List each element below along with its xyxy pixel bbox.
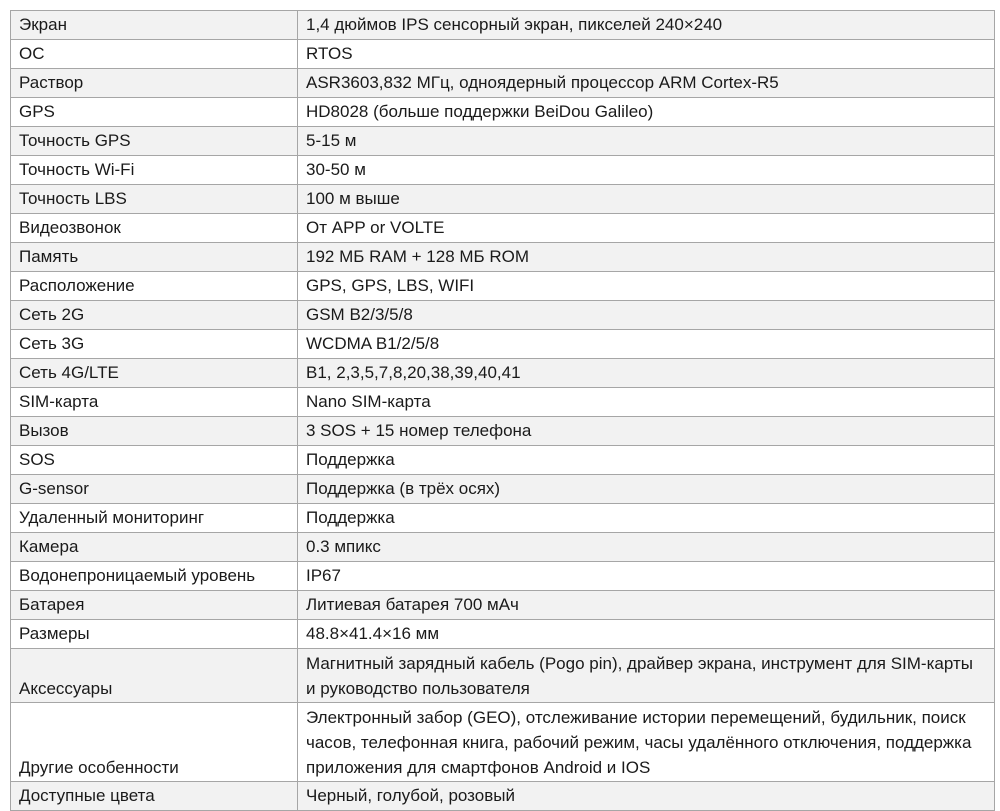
spec-label: Расположение [11, 272, 298, 301]
spec-row-3g [11, 330, 995, 359]
spec-value: IP67 [298, 562, 995, 591]
spec-row-4g [11, 359, 995, 388]
spec-label: Раствор [11, 69, 298, 98]
spec-value: Поддержка [298, 446, 995, 475]
spec-value: Поддержка (в трёх осях) [298, 475, 995, 504]
spec-label: Вызов [11, 417, 298, 446]
spec-label: SOS [11, 446, 298, 475]
spec-label: ОС [11, 40, 298, 69]
spec-row-call [11, 417, 995, 446]
spec-label: Доступные цвета [11, 782, 298, 811]
spec-label: SIM-карта [11, 388, 298, 417]
spec-value: 30-50 м [298, 156, 995, 185]
spec-row-battery [11, 591, 995, 620]
spec-value: 192 МБ RAM + 128 МБ ROM [298, 243, 995, 272]
spec-value: GPS, GPS, LBS, WIFI [298, 272, 995, 301]
spec-label: Точность Wi-Fi [11, 156, 298, 185]
spec-label: Батарея [11, 591, 298, 620]
spec-label: Сеть 3G [11, 330, 298, 359]
spec-value: Магнитный зарядный кабель (Pogo pin), драйвер экрана, инструмент для SIM-карты и руководство пользователя [298, 649, 995, 703]
spec-row-lbs-accuracy [11, 185, 995, 214]
spec-label: GPS [11, 98, 298, 127]
spec-value: Электронный забор (GEO), отслеживание истории перемещений, будильник, поиск часов, телефонная книга, рабочий режим, часы удалённого отключения, поддержка приложения для смартфонов Android и IOS [298, 703, 995, 782]
spec-row-waterproof [11, 562, 995, 591]
spec-value: 3 SOS + 15 номер телефона [298, 417, 995, 446]
spec-value: Литиевая батарея 700 мАч [298, 591, 995, 620]
spec-value: GSM B2/3/5/8 [298, 301, 995, 330]
spec-row-sim [11, 388, 995, 417]
spec-label: Аксессуары [11, 649, 298, 703]
spec-label: Водонепроницаемый уровень [11, 562, 298, 591]
spec-value: Поддержка [298, 504, 995, 533]
spec-value: RTOS [298, 40, 995, 69]
spec-row-accessories [11, 649, 995, 703]
spec-row-video-call [11, 214, 995, 243]
spec-row-wifi-accuracy [11, 156, 995, 185]
specifications-body [11, 11, 995, 811]
spec-row-remote-monitoring [11, 504, 995, 533]
spec-label: Камера [11, 533, 298, 562]
spec-value: 1,4 дюймов IPS сенсорный экран, пикселей 240×240 [298, 11, 995, 40]
spec-label: Точность GPS [11, 127, 298, 156]
spec-value: HD8028 (больше поддержки BeiDou Galileo) [298, 98, 995, 127]
spec-value: B1, 2,3,5,7,8,20,38,39,40,41 [298, 359, 995, 388]
spec-row-gps-accuracy [11, 127, 995, 156]
spec-value: От APP or VOLTE [298, 214, 995, 243]
spec-label: Сеть 4G/LTE [11, 359, 298, 388]
spec-row-g-sensor [11, 475, 995, 504]
spec-row-colors [11, 782, 995, 811]
spec-row-processor [11, 69, 995, 98]
spec-row-sos [11, 446, 995, 475]
spec-value: Nano SIM-карта [298, 388, 995, 417]
spec-row-other-features [11, 703, 995, 782]
spec-label: Другие особенности [11, 703, 298, 782]
spec-label: Память [11, 243, 298, 272]
spec-value: 48.8×41.4×16 мм [298, 620, 995, 649]
spec-row-camera [11, 533, 995, 562]
spec-label: Экран [11, 11, 298, 40]
spec-value: WCDMA B1/2/5/8 [298, 330, 995, 359]
spec-value: ASR3603,832 МГц, одноядерный процессор ARM Cortex-R5 [298, 69, 995, 98]
spec-row-screen [11, 11, 995, 40]
spec-label: Размеры [11, 620, 298, 649]
spec-label: G-sensor [11, 475, 298, 504]
specifications-table [10, 10, 995, 811]
spec-value: Черный, голубой, розовый [298, 782, 995, 811]
spec-row-location [11, 272, 995, 301]
spec-label: Видеозвонок [11, 214, 298, 243]
spec-value: 0.3 мпикс [298, 533, 995, 562]
spec-label: Удаленный мониторинг [11, 504, 298, 533]
spec-label: Точность LBS [11, 185, 298, 214]
spec-value: 100 м выше [298, 185, 995, 214]
spec-row-2g [11, 301, 995, 330]
spec-row-memory [11, 243, 995, 272]
spec-row-os [11, 40, 995, 69]
spec-row-gps [11, 98, 995, 127]
spec-label: Сеть 2G [11, 301, 298, 330]
spec-value: 5-15 м [298, 127, 995, 156]
spec-row-dimensions [11, 620, 995, 649]
